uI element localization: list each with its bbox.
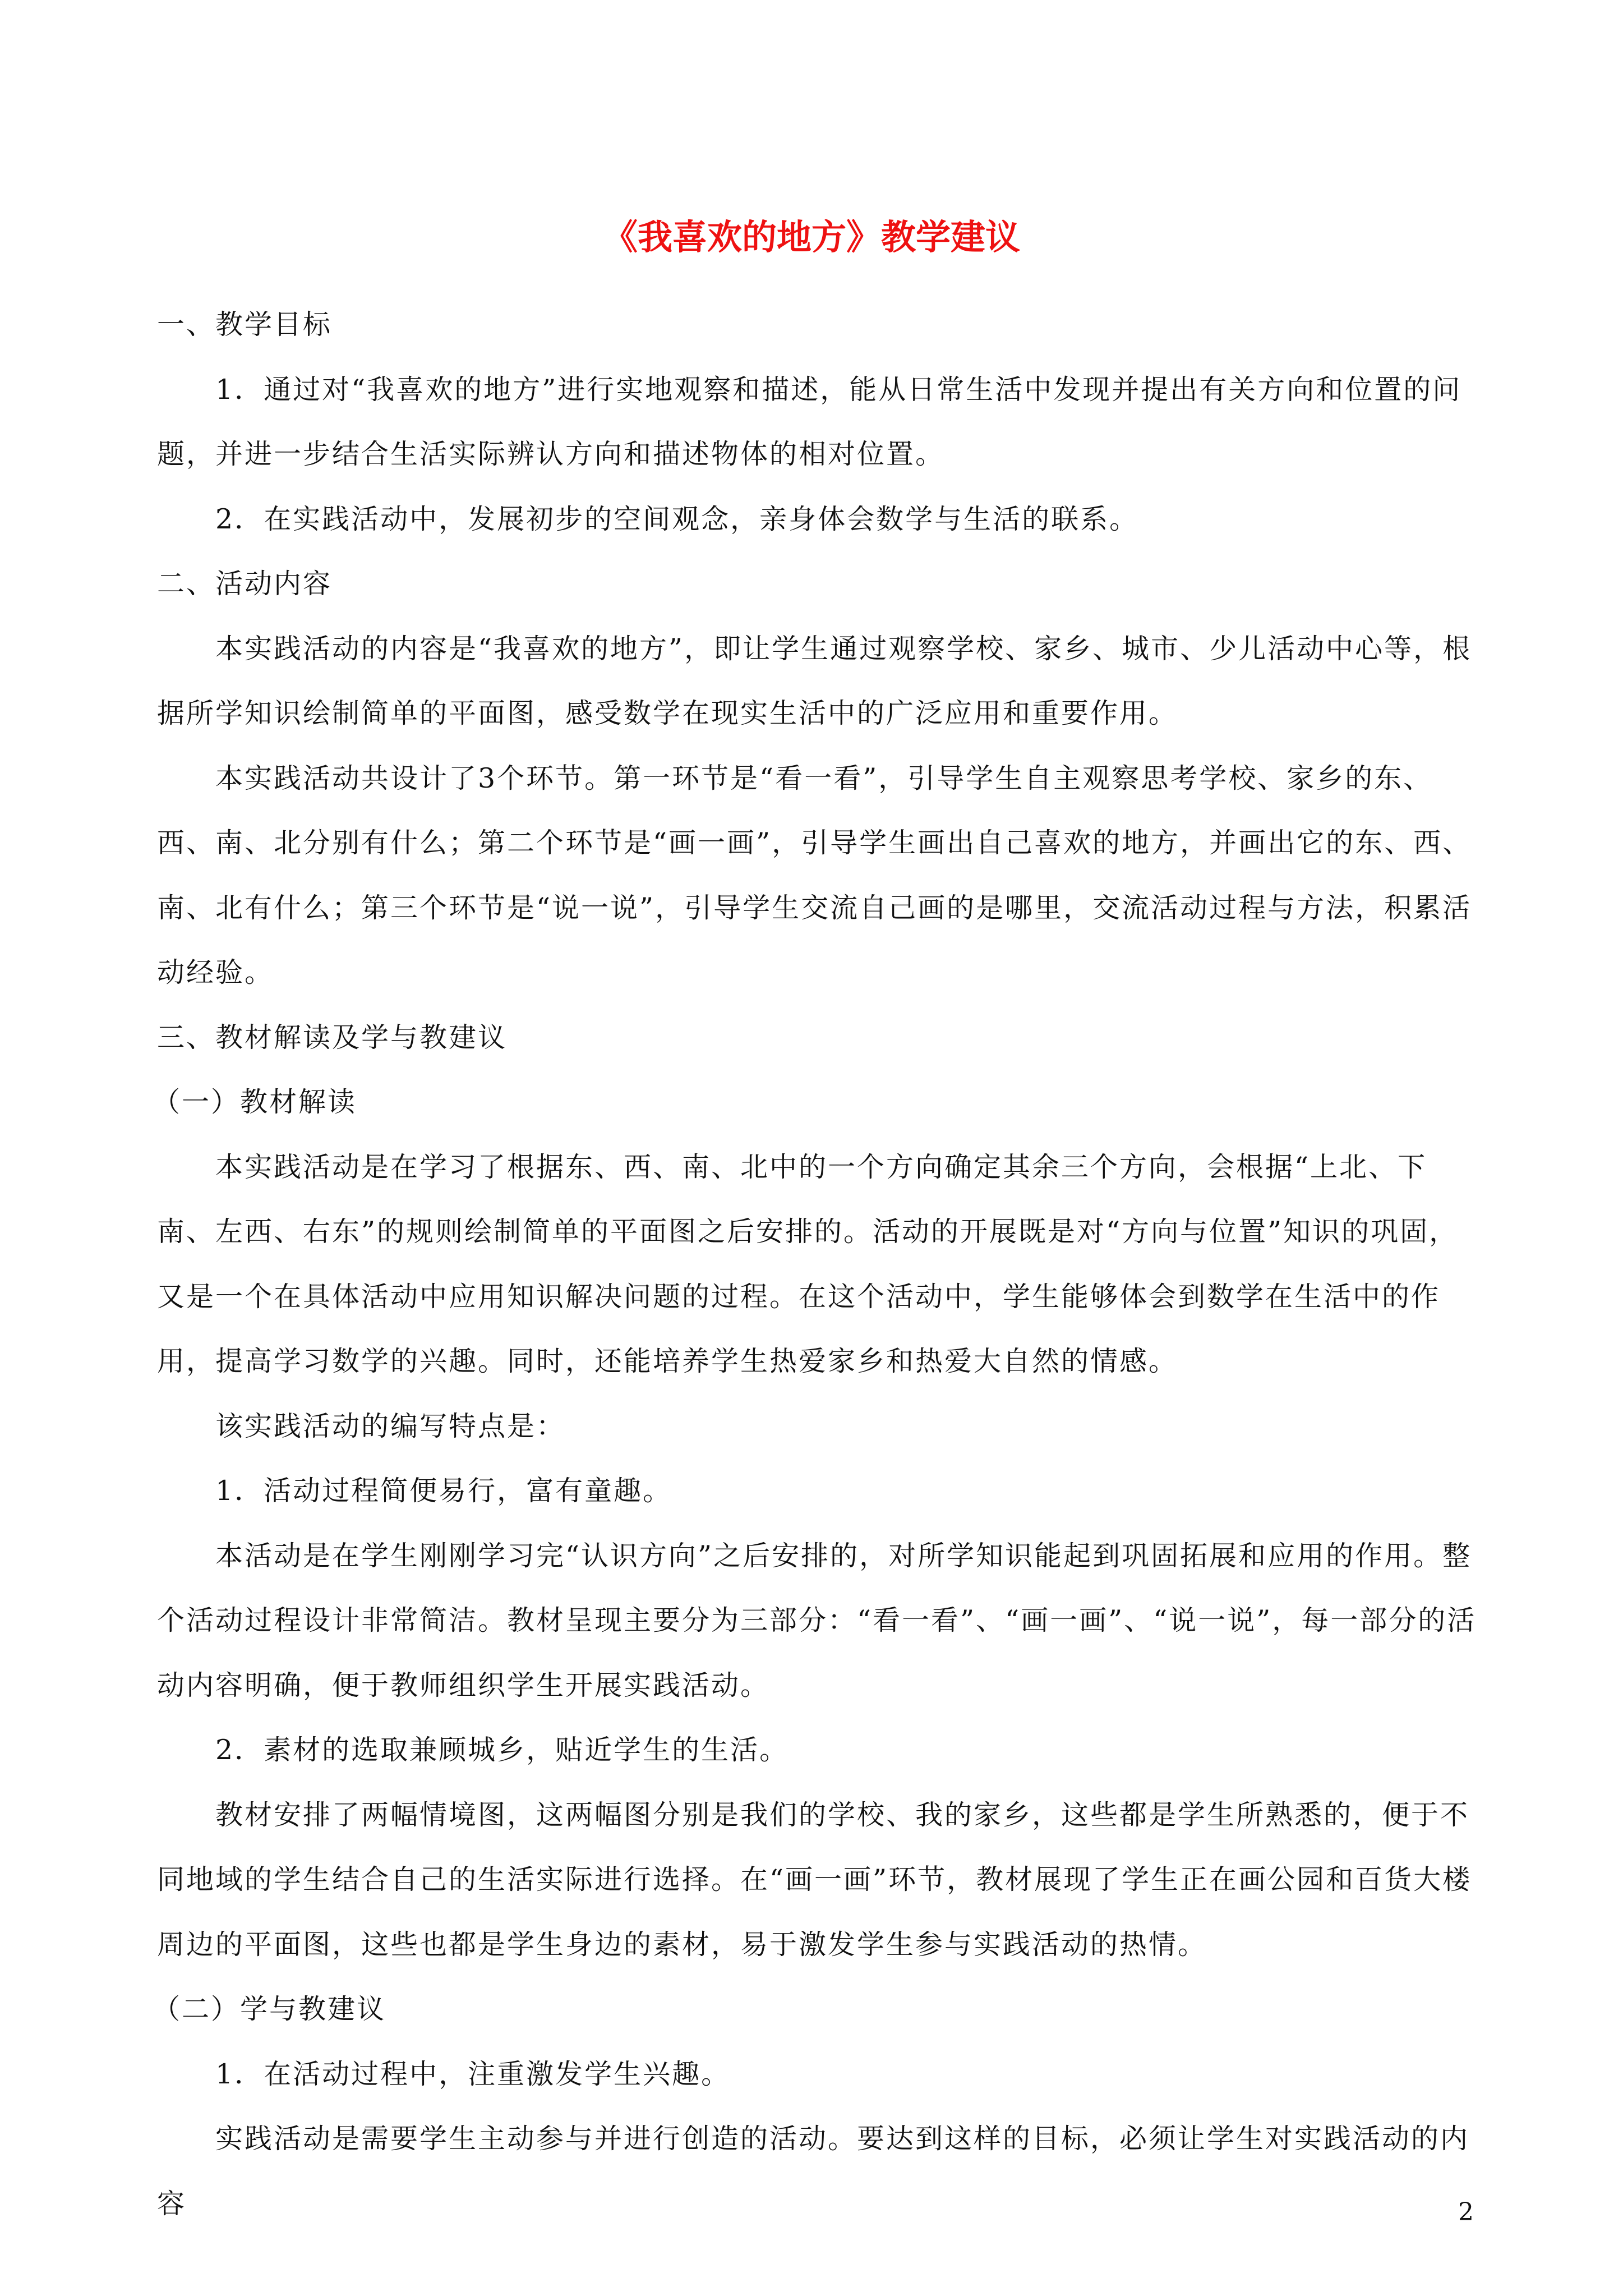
section-heading-content: 二、活动内容: [157, 568, 333, 600]
paragraph: 本实践活动的内容是“我喜欢的地方”，即让学生通过观察学校、家乡、城市、少儿活动中心等，根据所学知识绘制简单的平面图，感受数学在现实生活中的广泛应用和重要作用。: [157, 632, 1472, 729]
page-number: 2: [1458, 2198, 1474, 2226]
paragraph: 1．在活动过程中，注重激发学生兴趣。: [215, 2058, 731, 2090]
paragraph: 1．通过对“我喜欢的地方”进行实地观察和描述，能从日常生活中发现并提出有关方向和位置的问题，并进一步结合生活实际辨认方向和描述物体的相对位置。: [157, 373, 1462, 470]
subsection-heading-suggestions: （二）学与教建议: [153, 1993, 386, 2025]
paragraph: 本实践活动是在学习了根据东、西、南、北中的一个方向确定其余三个方向，会根据“上北、下南、左西、右东”的规则绘制简单的平面图之后安排的。活动的开展既是对“方向与位置”知识的巩固，又是一个在具体活动中应用知识解决问题的过程。在这个活动中，学生能够体会到数学在生活中的作用，提高学习数学的兴趣。同时，还能培养学生热爱家乡和热爱大自然的情感。: [157, 1151, 1459, 1377]
paragraph: 实践活动是需要学生主动参与并进行创造的活动。要达到这样的目标，必须让学生对实践活动的内容: [157, 2123, 1470, 2220]
section-heading-analysis: 三、教材解读及学与教建议: [157, 1021, 508, 1053]
paragraph: 教材安排了两幅情境图，这两幅图分别是我们的学校、我的家乡，这些都是学生所熟悉的，便于不同地域的学生结合自己的生活实际进行选择。在“画一画”环节，教材展现了学生正在画公园和百货大楼周边的平面图，这些也都是学生身边的素材，易于激发学生参与实践活动的热情。: [157, 1798, 1472, 1961]
paragraph: 本活动是在学生刚刚学习完“认识方向”之后安排的，对所学知识能起到巩固拓展和应用的作用。整个活动过程设计非常简洁。教材呈现主要分为三部分：“看一看”、“画一画”、“说一说”，每一部分的活动内容明确，便于教师组织学生开展实践活动。: [157, 1539, 1477, 1701]
section-heading-goals: 一、教学目标: [157, 309, 333, 341]
paragraph: 1．活动过程简便易行，富有童趣。: [215, 1475, 672, 1507]
paragraph: 本实践活动共设计了3个环节。第一环节是“看一看”，引导学生自主观察思考学校、家乡的东、西、南、北分别有什么；第二个环节是“画一画”，引导学生画出自己喜欢的地方，并画出它的东、西、南、北有什么；第三个环节是“说一说”，引导学生交流自己画的是哪里，交流活动过程与方法，积累活动经验。: [157, 762, 1472, 988]
paragraph: 2．素材的选取兼顾城乡，贴近学生的生活。: [215, 1734, 789, 1766]
subsection-heading-reading: （一）教材解读: [153, 1086, 357, 1118]
paragraph: 2．在实践活动中，发展初步的空间观念，亲身体会数学与生活的联系。: [215, 503, 1139, 535]
document-title: 《我喜欢的地方》教学建议: [602, 217, 1020, 257]
document-body: [153, 292, 1485, 2236]
paragraph: 该实践活动的编写特点是：: [215, 1410, 566, 1442]
